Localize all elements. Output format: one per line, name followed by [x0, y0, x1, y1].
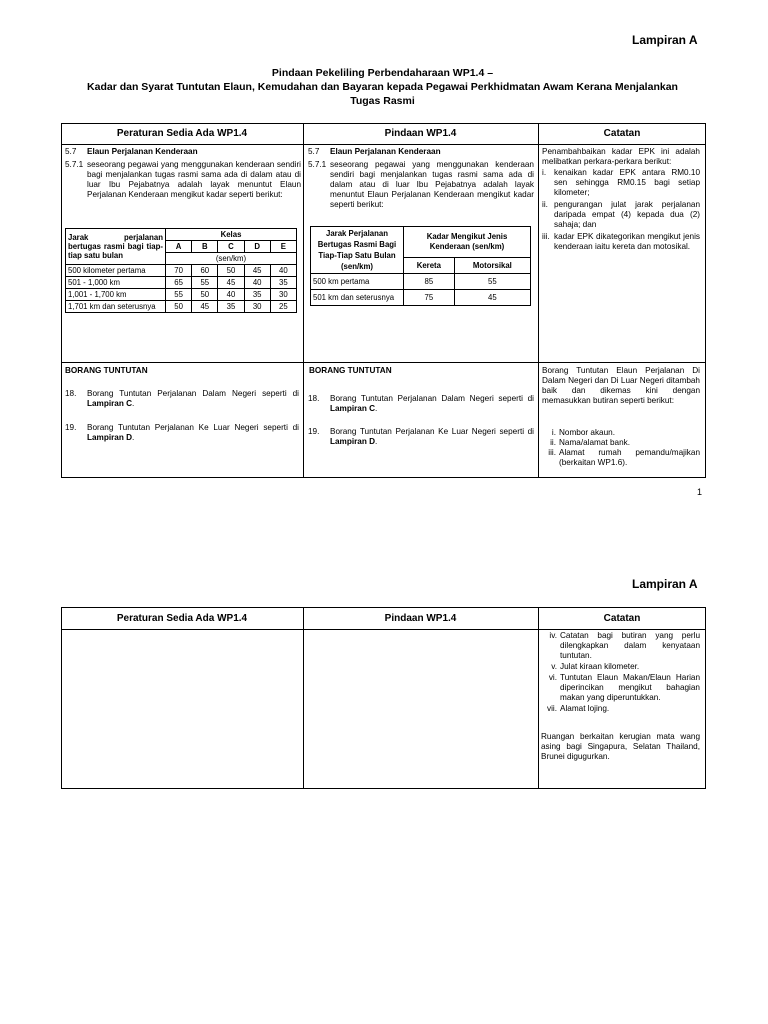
col-header-existing: Peraturan Sedia Ada WP1.4 — [116, 128, 248, 139]
row-label: 500 kilometer pertama — [66, 265, 166, 277]
kereta-header: Kereta — [404, 257, 455, 273]
lampiran-ref: Lampiran D — [87, 433, 133, 442]
item-num: 19. — [308, 427, 320, 436]
title-line-3: Tugas Rasmi — [350, 95, 415, 107]
cell: 30 — [244, 301, 270, 313]
list-item — [541, 662, 700, 672]
lampiran-label: Lampiran A — [632, 33, 698, 47]
cell: 55 — [166, 289, 192, 301]
row-label: 1,701 km dan seterusnya — [66, 301, 166, 313]
table-row — [66, 265, 297, 277]
list-item — [541, 704, 700, 714]
existing-section — [65, 147, 301, 200]
motosikal-header: Motorsikal — [454, 257, 530, 273]
item-num: iii. — [542, 232, 550, 241]
cell: 35 — [244, 289, 270, 301]
item-num: vii. — [546, 704, 557, 713]
item-text: Borang Tuntutan Perjalanan Dalam Negeri seperti di — [87, 389, 299, 398]
item-text: kenaikan kadar EPK antara RM0.10 sen sehingga RM0.15 bagi setiap kilometer; — [554, 168, 700, 197]
list-item — [65, 423, 299, 443]
item-text: Borang Tuntutan Perjalanan Ke Luar Negeri seperti di — [330, 427, 534, 436]
page-number: 1 — [697, 487, 703, 497]
cell: 40 — [244, 277, 270, 289]
item-end: . — [375, 404, 378, 413]
cell: 85 — [404, 274, 455, 290]
catatan-section — [542, 147, 700, 252]
item-text: Alamat rumah pemandu/majikan (berkaitan WP1.6). — [559, 448, 700, 467]
cell: 35 — [218, 301, 244, 313]
lampiran-ref: Lampiran D — [330, 437, 376, 446]
cell: 30 — [270, 289, 296, 301]
existing-borang-items — [65, 389, 299, 443]
amend-rate-table — [310, 226, 531, 306]
amend-sub-num: 5.7.1 — [308, 160, 327, 169]
col-header-amendment: Pindaan WP1.4 — [384, 128, 457, 139]
list-item — [542, 200, 700, 230]
amend-sec-title: Elaun Perjalanan Kenderaan — [330, 147, 441, 156]
title-line-1: Pindaan Pekeliling Perbendaharaan WP1.4 – — [271, 67, 494, 79]
table-row — [66, 277, 297, 289]
item-text: Catatan bagi butiran yang perlu dilengkapkan dalam kenyataan tuntutan. — [560, 631, 700, 660]
existing-rate-table — [65, 228, 297, 313]
list-item — [542, 428, 700, 438]
item-text: Borang Tuntutan Perjalanan Ke Luar Negeri seperti di — [87, 423, 299, 432]
cell: 50 — [192, 289, 218, 301]
class-e: E — [270, 241, 296, 253]
existing-sec-title: Elaun Perjalanan Kenderaan — [87, 147, 198, 156]
cell: 65 — [166, 277, 192, 289]
list-item — [541, 631, 700, 661]
existing-sub-text: seseorang pegawai yang menggunakan kenderaan sendiri bagi menjalankan tugas rasmi sama ada di dalam atau di luar Ibu Pejabatnya adalah layak menuntut Elaun Perjalanan Kenderaan mengikut kadar seperti berikut: — [87, 160, 301, 199]
cell: 40 — [270, 265, 296, 277]
existing-borang-title: BORANG TUNTUTAN — [65, 366, 148, 375]
cell: 45 — [192, 301, 218, 313]
row-label: 501 km dan seterusnya — [311, 290, 404, 306]
table-row — [66, 289, 297, 301]
cell: 45 — [244, 265, 270, 277]
col-header-notes-2: Catatan — [603, 613, 641, 624]
item-text: Nombor akaun. — [559, 428, 615, 437]
item-end: . — [375, 437, 378, 446]
cell: 50 — [218, 265, 244, 277]
lampiran-ref: Lampiran C — [87, 399, 133, 408]
catatan-intro: Penambahbaikan kadar EPK ini adalah melibatkan perkara-perkara berikut: — [542, 147, 700, 166]
catatan-borang — [542, 366, 700, 468]
list-item — [308, 427, 534, 447]
existing-sub-num: 5.7.1 — [65, 160, 84, 169]
list-item — [308, 394, 534, 414]
class-c: C — [218, 241, 244, 253]
lampiran-label-2: Lampiran A — [632, 577, 698, 591]
cell: 45 — [218, 277, 244, 289]
item-text: Alamat lojing. — [560, 704, 610, 713]
table-row — [66, 301, 297, 313]
item-text: kadar EPK dikategorikan mengikut jenis kenderaan iaitu kereta dan motosikal. — [554, 232, 700, 251]
cell: 50 — [166, 301, 192, 313]
cell: 55 — [454, 274, 530, 290]
item-num: iv. — [549, 631, 557, 640]
item-text: Borang Tuntutan Perjalanan Dalam Negeri seperti di — [330, 394, 534, 403]
existing-dist-header: Jarak perjalanan bertugas rasmi bagi tiap-tiap satu bulan — [66, 229, 166, 265]
item-num: i. — [542, 168, 547, 177]
existing-kelas-header: Kelas — [166, 229, 297, 241]
list-item — [542, 232, 700, 252]
cell: 60 — [192, 265, 218, 277]
amend-dist-header: Jarak Perjalanan Bertugas Rasmi Bagi Tiap-Tiap Satu Bulan (sen/km) — [311, 227, 404, 274]
existing-sec-num: 5.7 — [65, 147, 77, 156]
cell: 70 — [166, 265, 192, 277]
list-item — [542, 438, 700, 448]
item-num: ii. — [542, 200, 548, 209]
col-header-notes: Catatan — [603, 128, 641, 139]
amend-borang-items — [308, 394, 534, 447]
cell: 45 — [454, 290, 530, 306]
cell: 25 — [270, 301, 296, 313]
existing-unit: (sen/km) — [166, 253, 297, 265]
amend-borang-title: BORANG TUNTUTAN — [309, 366, 392, 375]
item-end: . — [132, 399, 135, 408]
class-b: B — [192, 241, 218, 253]
item-num: iii. — [548, 448, 556, 457]
list-item — [542, 168, 700, 198]
cell: 55 — [192, 277, 218, 289]
col-header-amendment-2: Pindaan WP1.4 — [384, 613, 457, 624]
amend-sec-num: 5.7 — [308, 147, 320, 156]
list-item — [65, 389, 299, 409]
class-d: D — [244, 241, 270, 253]
item-end: . — [132, 433, 135, 442]
item-text: Tuntutan Elaun Makan/Elaun Harian diperincikan mengikut bahagian makan yang diperuntukkan. — [560, 673, 700, 702]
item-text: Julat kiraan kilometer. — [560, 662, 640, 671]
document-title — [60, 66, 705, 108]
catatan-note-2: Ruangan berkaitan kerugian mata wang asing bagi Singapura, Selatan Thailand, Brunei digugurkan. — [541, 732, 700, 761]
item-num: 18. — [308, 394, 320, 403]
item-text: pengurangan julat jarak perjalanan daripada empat (4) kepada dua (2) sahaja; dan — [554, 200, 700, 229]
item-num: ii. — [550, 438, 556, 447]
cell: 75 — [404, 290, 455, 306]
cell: 35 — [270, 277, 296, 289]
list-item — [541, 673, 700, 703]
item-num: i. — [551, 428, 556, 437]
catatan-borang-note: Borang Tuntutan Elaun Perjalanan Di Dalam Negeri dan Di Luar Negeri ditambah baik dan dikemas kini dengan memasukkan butiran seperti berikut: — [542, 366, 700, 405]
class-a: A — [166, 241, 192, 253]
item-num: 19. — [65, 423, 77, 432]
table-row — [311, 290, 531, 306]
item-num: vi. — [548, 673, 557, 682]
title-line-2: Kadar dan Syarat Tuntutan Elaun, Kemudahan dan Bayaran kepada Pegawai Perkhidmatan Awam Kerana Menjalankan — [87, 81, 678, 93]
lampiran-ref: Lampiran C — [330, 404, 376, 413]
item-num: v. — [551, 662, 557, 671]
row-label: 500 km pertama — [311, 274, 404, 290]
amend-kadar-header: Kadar Mengikut Jenis Kenderaan (sen/km) — [404, 227, 531, 258]
item-text: Nama/alamat bank. — [559, 438, 630, 447]
row-label: 501 - 1,000 km — [66, 277, 166, 289]
row-label: 1,001 - 1,700 km — [66, 289, 166, 301]
table-row — [311, 274, 531, 290]
amend-section — [308, 147, 534, 210]
amend-sub-text: seseorang pegawai yang menggunakan kenderaan sendiri bagi menjalankan tugas rasmi sama ada di dalam atau di luar Ibu Pejabatnya adalah layak menuntut Elaun Perjalanan Kenderaan mengikut kadar seperti berikut: — [330, 160, 534, 209]
list-item — [542, 448, 700, 468]
item-num: 18. — [65, 389, 77, 398]
cell: 40 — [218, 289, 244, 301]
catatan-section-2 — [541, 631, 700, 762]
col-header-existing-2: Peraturan Sedia Ada WP1.4 — [116, 613, 248, 624]
